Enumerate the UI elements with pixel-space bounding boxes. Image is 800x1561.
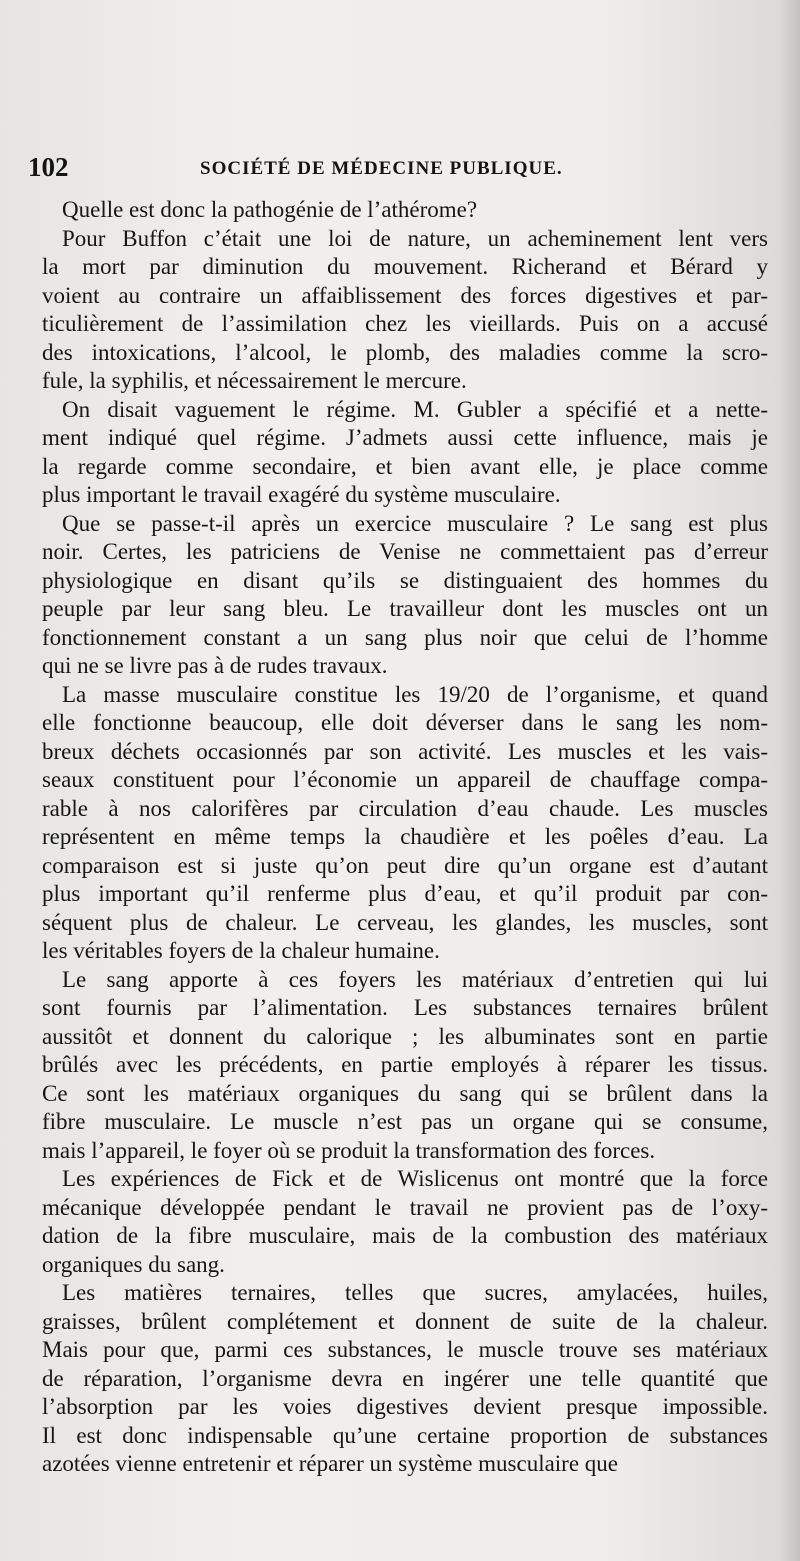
text-line: breux déchets occasionnés par son activité. Les muscles et les vais- xyxy=(42,738,768,764)
text-line: Il est donc indispensable qu’une certaine proportion de substances xyxy=(42,1422,768,1448)
text-line: mais l’appareil, le foyer où se produit la transformation des forces. xyxy=(42,1137,656,1163)
paragraph xyxy=(42,1165,768,1279)
text-line: plus important le travail exagéré du système musculaire. xyxy=(42,482,561,507)
paragraph xyxy=(42,196,768,225)
text-line: Les matières ternaires, telles que sucres, amylacées, huiles, xyxy=(62,1280,768,1305)
text-line: Ce sont les matériaux organiques du sang qui se brûlent dans la xyxy=(42,1080,768,1106)
running-head: SOCIÉTÉ DE MÉDECINE PUBLIQUE. xyxy=(200,158,563,179)
text-line: la regarde comme secondaire, et bien avant elle, je place comme xyxy=(42,453,768,479)
text-line: ticulièrement de l’assimilation chez les vieillards. Puis on a accusé xyxy=(42,311,768,336)
text-line: peuple par leur sang bleu. Le travailleur dont les muscles ont un xyxy=(42,596,768,621)
paragraph xyxy=(42,510,768,681)
text-line: la mort par diminution du mouvement. Richerand et Bérard y xyxy=(42,254,768,279)
text-line: de réparation, l’organisme devra en ingérer une telle quantité que xyxy=(42,1365,768,1391)
text-line: ment indiqué quel régime. J’admets aussi cette influence, mais je xyxy=(42,425,768,450)
paragraph xyxy=(42,1279,768,1479)
paragraph xyxy=(42,225,768,396)
page-number: 102 xyxy=(28,152,69,182)
text-line: organiques du sang. xyxy=(42,1251,225,1277)
text-line: seaux constituent pour l’économie un appareil de chauffage compa- xyxy=(42,767,768,792)
text-line: fonctionnement constant a un sang plus noir que celui de l’homme xyxy=(42,624,768,650)
text-line: comparaison est si juste qu’on peut dire qu’un organe est d’autant xyxy=(42,852,768,878)
text-line: l’absorption par les voies digestives devient presque impossible. xyxy=(42,1394,768,1419)
text-line: mécanique développée pendant le travail ne provient pas de l’oxy- xyxy=(42,1194,768,1220)
text-line: physiologique en disant qu’ils se distinguaient des hommes du xyxy=(42,567,768,593)
paragraph xyxy=(42,966,768,1166)
text-line: voient au contraire un affaiblissement des forces digestives et par- xyxy=(42,282,768,308)
page-edge-shadow xyxy=(778,0,800,1561)
text-line: fibre musculaire. Le muscle n’est pas un organe qui se consume, xyxy=(42,1109,768,1134)
text-line: On disait vaguement le régime. M. Gubler a spécifié et a nette- xyxy=(62,396,768,422)
text-line: dation de la fibre musculaire, mais de la combustion des matériaux xyxy=(42,1223,768,1248)
text-line: Quelle est donc la pathogénie de l’athérome? xyxy=(62,197,478,222)
text-line: Pour Buffon c’était une loi de nature, un acheminement lent vers xyxy=(62,225,768,251)
text-line: azotées vienne entretenir et réparer un système musculaire que xyxy=(42,1451,619,1476)
text-line: graisses, brûlent complétement et donnent de suite de la chaleur. xyxy=(42,1308,768,1334)
text-line: sont fournis par l’alimentation. Les substances ternaires brûlent xyxy=(42,995,768,1020)
text-line: des intoxications, l’alcool, le plomb, des maladies comme la scro- xyxy=(42,339,768,365)
text-line: plus important qu’il renferme plus d’eau, et qu’il produit par con- xyxy=(42,881,768,906)
text-line: représentent en même temps la chaudière et les poêles d’eau. La xyxy=(42,824,768,849)
text-line: Les expériences de Fick et de Wislicenus ont montré que la force xyxy=(62,1166,768,1191)
page-header xyxy=(28,152,780,192)
text-line: rable à nos calorifères par circulation d’eau chaude. Les muscles xyxy=(42,795,768,821)
text-line: fule, la syphilis, et nécessairement le mercure. xyxy=(42,368,467,393)
text-line: noir. Certes, les patriciens de Venise ne commettaient pas d’erreur xyxy=(42,539,768,564)
text-line: La masse musculaire constitue les 19/20 de l’organisme, et quand xyxy=(62,681,768,707)
text-line: Que se passe-t-il après un exercice musculaire ? Le sang est plus xyxy=(62,510,768,536)
text-line: qui ne se livre pas à de rudes travaux. xyxy=(42,653,388,678)
text-line: Mais pour que, parmi ces substances, le muscle trouve ses matériaux xyxy=(42,1337,768,1362)
text-line: les véritables foyers de la chaleur humaine. xyxy=(42,938,440,963)
text-line: brûlés avec les précédents, en partie employés à réparer les tissus. xyxy=(42,1052,768,1077)
text-line: séquent plus de chaleur. Le cerveau, les glandes, les muscles, sont xyxy=(42,909,768,935)
text-line: Le sang apporte à ces foyers les matériaux d’entretien qui lui xyxy=(62,966,768,992)
text-line: elle fonctionne beaucoup, elle doit déverser dans le sang les nom- xyxy=(42,710,768,735)
text-line: aussitôt et donnent du calorique ; les albuminates sont en partie xyxy=(42,1023,768,1049)
body-text xyxy=(42,196,768,1479)
paragraph xyxy=(42,681,768,966)
paragraph xyxy=(42,396,768,510)
